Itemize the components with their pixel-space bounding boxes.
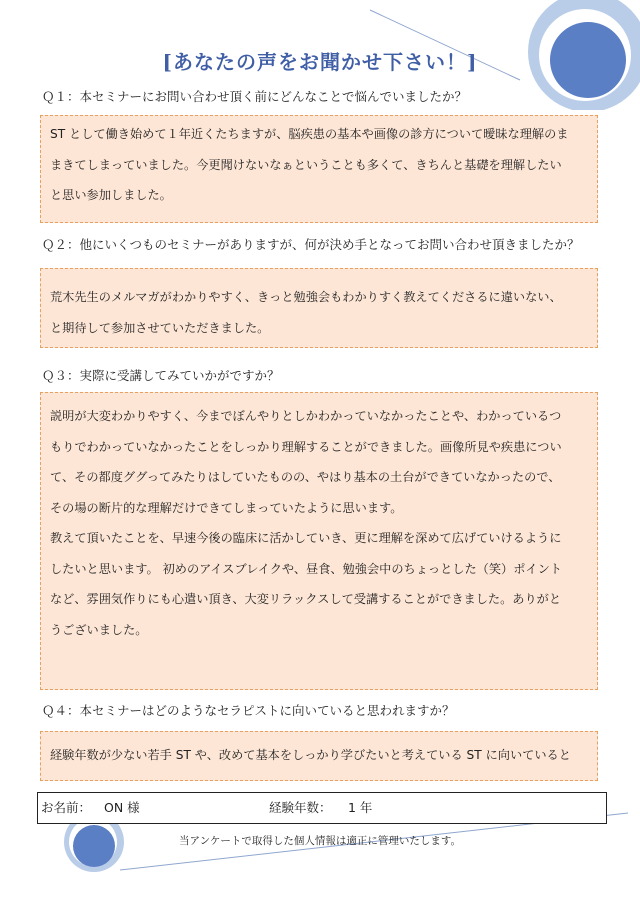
answer-3-line: 教えて頂いたことを、早速今後の臨床に活かしていき、更に理解を深めて広げていけるように <box>50 531 562 545</box>
page-title: [あなたの声をお聞かせ下さい！] <box>162 50 478 74</box>
question-1: Ｑ１：本セミナーにお問い合わせ頂く前にどんなことで悩んでいましたか？ <box>42 89 468 104</box>
answer-3-line: など、雰囲気作りにも心遣い頂き、大変リラックスして受講することができました。ありがと <box>50 592 562 606</box>
answer-2-line: 荒木先生のメルマガがわかりやすく、きっと勉強会もわかりすく教えてくださるに違いない、 <box>50 290 562 304</box>
answer-3-line: その場の断片的な理解だけできてしまっていたように思います。 <box>50 500 403 515</box>
answer-2-line: と期待して参加させていただきました。 <box>50 320 270 335</box>
answer-box-2 <box>40 268 598 348</box>
answer-box-3 <box>40 392 598 690</box>
answer-3-line: したいと思います。 初めのアイスブレイクや、昼食、勉強会中のちょっとした（笑）ポイント <box>50 561 562 576</box>
answer-1-line: まきてしまっていました。今更聞けないなぁということも多くて、きちんと基礎を理解したい <box>50 157 562 172</box>
answer-3-line: うございました。 <box>50 622 148 637</box>
name-label: お名前： <box>41 800 92 815</box>
experience-value: 1 年 <box>348 800 373 815</box>
question-3: Ｑ３：実際に受講してみていかがですか？ <box>42 368 280 383</box>
answer-4-line: 経験年数が少ない若手 ST や、改めて基本をしっかり学びたいと考えている ST に向いていると <box>50 748 571 762</box>
answer-box-1 <box>40 115 598 223</box>
answer-3-line: もりでわかっていなかったことをしっかり理解することができました。画像所見や疾患につい <box>50 439 562 454</box>
answer-3-line: 説明が大変わかりやすく、今までぼんやりとしかわかっていなかったことや、わかっているつ <box>50 409 562 423</box>
answer-box-4 <box>40 731 598 781</box>
answer-3-line: て、その都度ググってみたりはしていたものの、やはり基本の土台ができていなかったので、 <box>50 470 561 484</box>
experience-label: 経験年数： <box>269 800 332 815</box>
question-2: Ｑ２：他にいくつものセミナーがありますが、何が決め手となってお問い合わせ頂きましたか？ <box>42 237 580 252</box>
question-4: Ｑ４：本セミナーはどのようなセラピストに向いていると思われますか？ <box>42 703 455 718</box>
respondent-info-box <box>37 792 607 824</box>
answer-1-line: ST として働き始めて１年近くたちますが、脳疾患の基本や画像の診方について曖昧な理解のま <box>50 127 569 141</box>
privacy-note: 当アンケートで取得した個人情報は適正に管理いたします。 <box>178 835 462 847</box>
name-value: ON 様 <box>104 800 140 815</box>
answer-1-line: と思い参加しました。 <box>50 188 172 202</box>
